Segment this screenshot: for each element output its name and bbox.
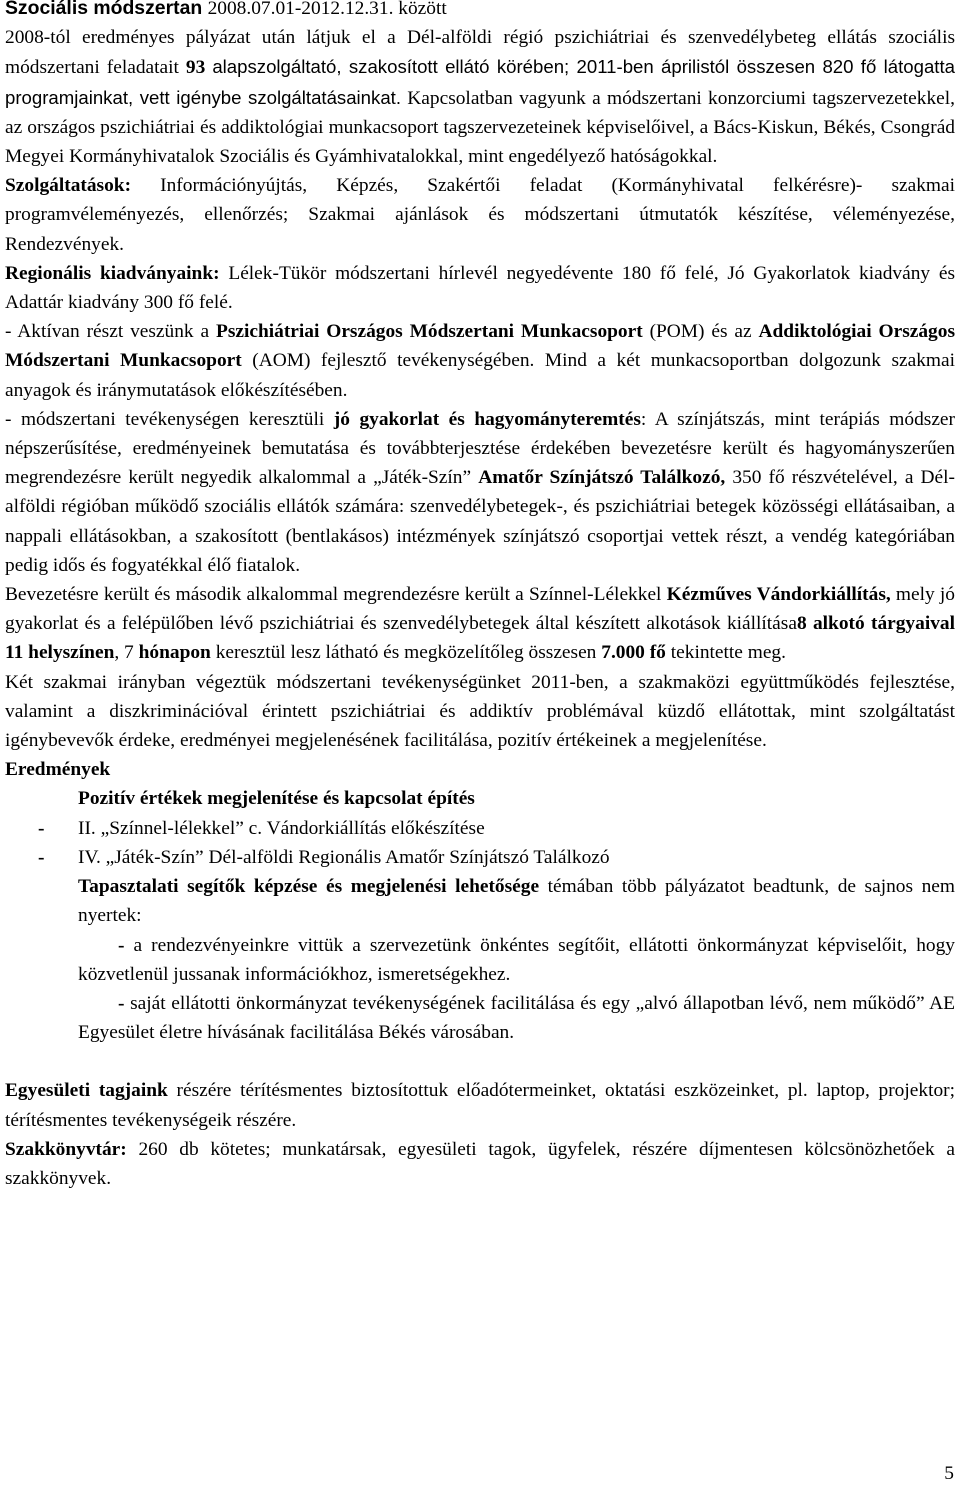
workgroups-text-a: - Aktívan részt veszünk a [5, 321, 210, 343]
document-page [5, 0, 955, 1193]
paragraph-workgroups [5, 317, 955, 405]
paragraph-intro [5, 23, 955, 171]
results-item-text: II. „Színnel-lélekkel” c. Vándorkiállítás előkészítése [78, 817, 485, 839]
training-bold: Tapasztalati segítők képzése és megjelenési lehetősége [78, 876, 540, 898]
workgroups-text-e: (AOM) fejlesztő tevékenységében. Mind a két munkacsoportban dolgozunk szakmai anyagok és iránymutatások előkészítésében. [5, 350, 955, 401]
workgroups-text-c: (POM) és az [649, 321, 752, 343]
paragraph-library [5, 1135, 955, 1193]
good-practice-bold: jó gyakorlat és hagyományteremtés [333, 408, 641, 430]
section-heading [5, 0, 955, 23]
intro-text-d: Kapcsolatban vagyunk a módszertani konzorciumi tagszervezetekkel, az országos pszichiátriai és addiktológiai munkacsoport tagszervezeteinek képviselőivel, a Bács-Kiskun, Békés, Csongrád Megyei Kormányhivatalok Szociális és Gyámhivatalokkal, mint engedélyező hatóságokkal. [5, 87, 955, 168]
members-label: Egyesületi tagjaink [5, 1080, 168, 1102]
training-rest: témában több pályázatot beadtunk, de sajnos nem nyertek: [78, 876, 955, 927]
spacer [5, 1047, 955, 1076]
paragraph-directions: Két szakmai irányban végeztük módszertani tevékenységünket 2011-ben, a szakmaközi együttműködés fejlesztése, valamint a diszkriminációval érintett pszichiátriai és addiktív problémával küzdő ellátottak, mint szolgáltatást igénybevevők érdeke, eredményei megjelenésének facilitálása, pozitív értékeinek a megjelenítése. [5, 671, 955, 752]
exhibition-text-a: Bevezetésre került és második alkalommal megrendezésre került a Színnel-Lélekkel [5, 584, 662, 606]
paragraph-exhibition [5, 580, 955, 668]
results-title: Eredmények [5, 759, 111, 781]
exhibition-text-i: tekintette meg. [670, 642, 786, 664]
library-label: Szakkönyvtár: [5, 1138, 127, 1160]
good-practice-text-a: - módszertani tevékenységen keresztüli [5, 408, 325, 430]
services-text: Információnyújtás, Képzés, Szakértői feladat (Kormányhivatal felkérésre)- szakmai programvéleményezés, ellenőrzés; Szakmai ajánlások és módszertani útmutatók készítése, véleményezése, Rendezvények. [5, 175, 955, 255]
results-subheading [5, 784, 955, 813]
services-label: Szolgáltatások: [5, 175, 132, 197]
results-item [5, 843, 955, 872]
paragraph-services [5, 171, 955, 259]
publications-label: Regionális kiadványaink: [5, 262, 220, 284]
heading-dates: 2008.07.01-2012.12.31. között [207, 0, 447, 19]
good-practice-text-c: : A színjátszás, mint terápiás módszer népszerűsítése, eredményeinek bemutatása és továbbterjesztése érdekében bevezetésre került és hagyományszerűen megrendezésre került negyedik alkalommal a „Játék-Szín” [5, 408, 955, 489]
dash-bullet: - [38, 846, 45, 868]
training-subitem [5, 989, 955, 1047]
intro-count: 93 [185, 57, 206, 79]
training-subitem [5, 931, 955, 989]
good-practice-text-e: 350 fő részvételével, a Dél-alföldi régióban működő szociális ellátók számára: szenvedélybetegek-, és pszichiátriai betegek közösségi ellátásaiban, a nappali ellátásokban, a szakosított (bentlakásos) intézmények színjátszó csoportjai vettek részt, a vendég kategóriában pedig idős és fogyatékkal élő fiatalok. [5, 467, 956, 576]
training-subitem-text: a rendezvényeinkre vittük a szervezetünk önkéntes segítőit, ellátotti önkormányzat képviselőit, hogy közvetlenül jussanak információkhoz, ismeretségekhez. [78, 934, 955, 985]
exhibition-text-g: keresztül lesz látható és megközelítőleg összesen [215, 642, 597, 664]
results-subtitle: Pozitív értékek megjelenítése és kapcsolat építés [78, 788, 475, 810]
results-item-text: IV. „Játék-Szín” Dél-alföldi Regionális Amatőr Színjátszó Találkozó [78, 846, 610, 868]
workgroup-aom: Addiktológiai Országos Módszertani Munkacsoport [5, 321, 955, 372]
results-item [5, 814, 955, 843]
theatre-festival-name: Amatőr Színjátszó Találkozó, [478, 467, 726, 489]
paragraph-members [5, 1076, 955, 1134]
exhibition-stats: 8 alkotó tárgyaival 11 helyszínen [5, 613, 955, 664]
intro-text-a: 2008-tól eredményes pályázat után látjuk el a Dél-alföldi régió pszichiátriai és szenvedélybeteg ellátás szociális módszertani feladatait [5, 27, 955, 79]
dash-bullet: - [118, 992, 125, 1014]
publications-text: Lélek-Tükör módszertani hírlevél negyedévente 180 fő felé, Jó Gyakorlatok kiadvány és Adattár kiadvány 300 fő felé. [5, 262, 955, 314]
dash-bullet: - [118, 934, 125, 956]
exhibition-visitors: 7.000 fő [601, 642, 666, 664]
heading-bold: Szociális módszertan [5, 0, 203, 19]
exhibition-months: hónapon [138, 642, 211, 664]
members-text: részére térítésmentes biztosítottuk előadótermeinket, oktatási eszközeinket, pl. laptop, projektor; térítésmentes tevékenységeik részére. [5, 1080, 955, 1131]
exhibition-text-c: mely jó gyakorlat és a felépülőben lévő pszichiátriai és szenvedélybetegek által készített alkotások kiállítása [5, 584, 955, 635]
paragraph-publications [5, 259, 955, 317]
training-paragraph [5, 872, 955, 930]
exhibition-name: Kézműves Vándorkiállítás, [666, 584, 891, 606]
page-number: 5 [944, 1462, 954, 1484]
dash-bullet: - [38, 817, 45, 839]
training-subitem-text: saját ellátotti önkormányzat tevékenységének facilitálása és egy „alvó állapotban lévő, nem működő” AE Egyesület életre hívásának facilitálása Békés városában. [78, 992, 955, 1044]
results-heading [5, 755, 955, 784]
exhibition-text-e: , 7 [114, 642, 134, 664]
workgroup-pom: Pszichiátriai Országos Módszertani Munkacsoport [215, 321, 643, 343]
paragraph-good-practice [5, 405, 955, 580]
library-text: 260 db kötetes; munkatársak, egyesületi tagok, ügyfelek, részére díjmentesen kölcsönözhetőek a szakkönyvek. [5, 1138, 955, 1189]
intro-text-c: alapszolgáltató, szakosított ellátó körében; 2011-ben áprilistól összesen 820 fő látogatta programjainkat, vett igénybe szolgáltatásainkat. [5, 56, 955, 108]
